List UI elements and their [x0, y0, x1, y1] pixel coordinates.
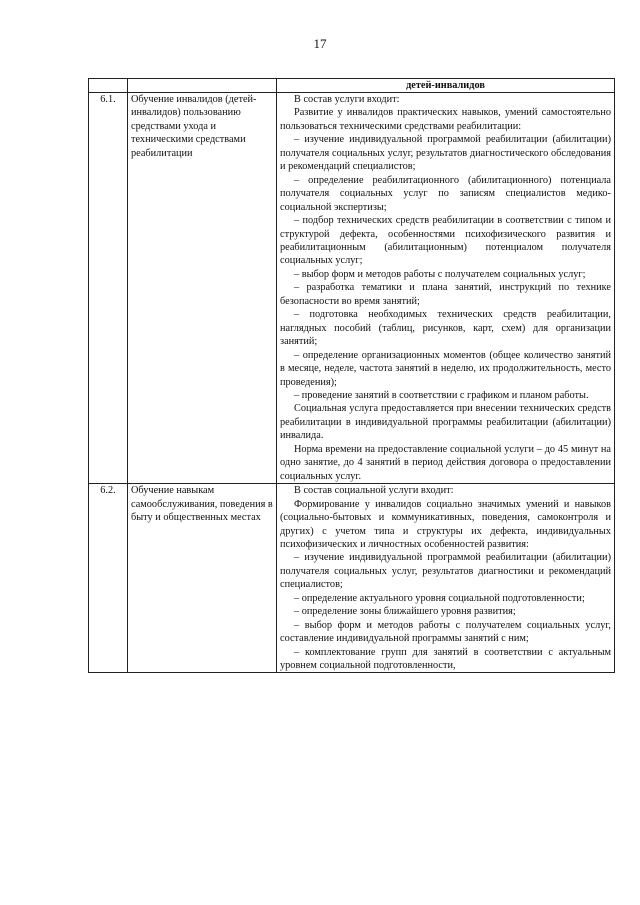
description-paragraph: – изучение индивидуальной программой реабилитации (абилитации) получателя социальных услуг, результатов диагностического обследования и рекомендаций специалистов;: [280, 134, 611, 173]
description-paragraph: – определение организационных моментов (общее количество занятий в месяце, неделе, частота занятий в неделю, их продолжительность, место проведения);: [280, 349, 611, 388]
description-paragraph: – комплектование групп для занятий в соответствии с актуальным уровнем социальной подготовленности,: [280, 646, 611, 672]
services-table: [88, 78, 615, 673]
description-paragraph: – изучение индивидуальной программой реабилитации (абилитации) получателя социальных услуг, результатов диагностики и рекомендаций специалистов;: [280, 552, 611, 591]
description-paragraph: – разработка тематики и плана занятий, инструкций по технике безопасности во время занятий;: [280, 282, 611, 307]
table-row: [89, 484, 615, 673]
description-paragraph: – выбор форм и методов работы с получателем социальных услуг, составление индивидуальной программы занятий с ним;: [280, 619, 611, 645]
description-paragraph: – определение актуального уровня социальной подготовленности;: [294, 592, 585, 604]
page-number: 17: [313, 36, 327, 51]
description-paragraph: – подбор технических средств реабилитации в соответствии с типом и структурой дефекта, особенностями психофизического развития и реабилитационным (абилитационным) потенциалом получателя социальных услуг;: [280, 215, 611, 267]
description-paragraph: Формирование у инвалидов социально значимых умений и навыков (социально-бытовых и коммуникативных, поведения, самоконтроля и других) с учетом типа и структуры их дефекта, индивидуальных психофизических и личностных особенностей развития:: [280, 498, 611, 550]
service-description: [277, 484, 615, 673]
table-row: [89, 93, 615, 484]
description-paragraph: Социальная услуга предоставляется при внесении технических средств реабилитации в индивидуальной программы реабилитации (абилитации) инвалида.: [280, 403, 611, 442]
row-number: 6.2.: [89, 484, 128, 673]
description-paragraph: – проведение занятий в соответствии с графиком и планом работы.: [294, 389, 589, 401]
description-paragraph: – определение зоны ближайшего уровня развития;: [294, 606, 516, 618]
description-paragraph: В состав услуги входит:: [294, 94, 400, 105]
description-paragraph: Норма времени на предоставление социальной услуги – до 45 минут на одно занятие, до 4 занятий в период действия договора о предоставлении социальных услуг.: [280, 443, 611, 482]
description-paragraph: Развитие у инвалидов практических навыков, умений самостоятельно пользоваться техническими средствами реабилитации:: [280, 107, 611, 132]
section-title: детей-инвалидов: [277, 79, 615, 93]
service-description: [277, 93, 615, 484]
description-paragraph: – определение реабилитационного (абилитационного) потенциала получателя социальных услуг по записям специалистов медико-социальной экспертизы;: [280, 174, 611, 213]
header-empty-cell: [128, 79, 277, 93]
table-header-row: [89, 79, 615, 93]
service-name: Обучение инвалидов (детей-инвалидов) пользованию средствами ухода и техническими средствами реабилитации: [128, 93, 277, 484]
description-paragraph: В состав социальной услуги входит:: [294, 485, 454, 497]
header-empty-cell: [89, 79, 128, 93]
service-name: Обучение навыкам самообслуживания, поведения в быту и общественных местах: [128, 484, 277, 673]
description-paragraph: – выбор форм и методов работы с получателем социальных услуг;: [294, 268, 586, 280]
description-paragraph: – подготовка необходимых технических средств реабилитации, наглядных пособий (таблиц, рисунков, карт, схем) для организации занятий;: [280, 309, 611, 348]
row-number: 6.1.: [89, 93, 128, 484]
